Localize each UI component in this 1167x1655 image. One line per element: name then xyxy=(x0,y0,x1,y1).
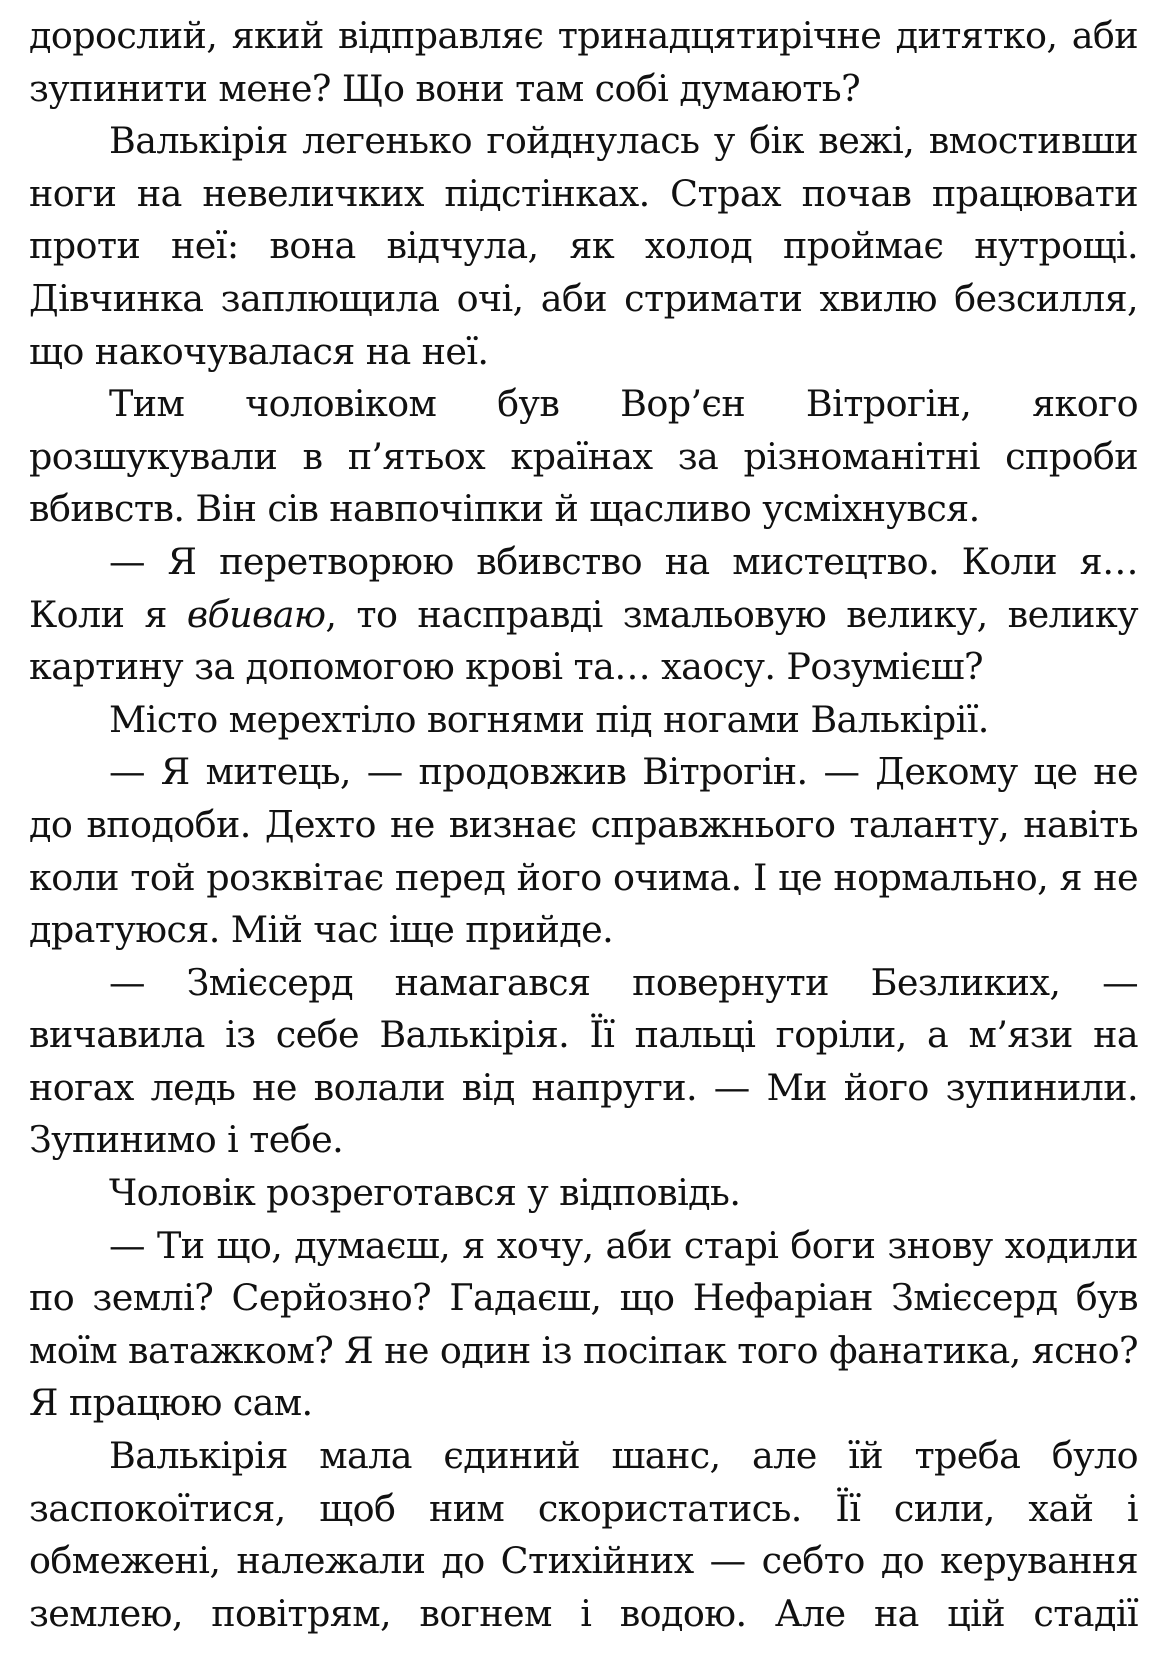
paragraph-7: — Змієсерд намагався повернути Безликих, — вичавила із себе Валькірія. Її пальці горіли, а м’язи на ногах ледь не волали від напруги. — Ми його зупинили. Зупинимо і тебе. xyxy=(29,960,1138,1162)
paragraph-4-start: — Я перетворюю вбивство на мистецтво. Коли я… Коли я xyxy=(29,539,1138,636)
paragraph-4-end: , то насправді змальовую велику, велику картину за допомогою крові та… хаосу. Розумієш? xyxy=(29,592,1138,689)
paragraph-10: Валькірія мала єдиний шанс, але їй треба було заспокоїтися, щоб ним скористатись. Її сили, хай і обмежені, належали до Стихійних — себто до керування землею, повітрям, вогнем і водою. Але на цій стадії xyxy=(29,1434,1138,1635)
paragraph-9: — Ти що, думаєш, я хочу, аби старі боги знову ходили по землі? Серйозно? Гадаєш, що Нефаріан Змієсерд був моїм ватажком? Я не один із посіпак того фанатика, ясно?Я працюю сам. xyxy=(29,1223,1138,1425)
paragraph-4 xyxy=(29,536,1138,694)
book-page xyxy=(29,10,1138,1640)
paragraph-6: — Я митець, — продовжив Вітрогін. — Декому це не до вподоби. Дехто не визнає справжнього таланту, навіть коли той розквітає перед його очима. І це нормально, я не дратуюся. Мій час іще прийде. xyxy=(29,750,1138,952)
paragraph-3: Тим чоловіком був Вор’єн Вітрогін, якого розшукували в п’ятьох країнах за різноманітні спроби вбивств. Він сів навпочіпки й щасливо усміхнувся. xyxy=(29,382,1138,531)
paragraph-8: Чоловік розреготався у відповідь. xyxy=(109,1171,741,1215)
paragraph-5: Місто мерехтіло вогнями під ногами Валькірії. xyxy=(109,697,989,741)
paragraph-2: Валькірія легенько гойднулась у бік вежі, вмостивши ноги на невеличких підстінках. Страх почав працювати проти неї: вона відчула, як холод проймає нутрощі. Дівчинка заплющила очі, аби стримати хвилю безсилля, що накочувалася на неї. xyxy=(29,119,1138,373)
paragraph-1: дорослий, який відправляє тринадцятирічне дитятко, аби зупинити мене? Що вони там собі думають? xyxy=(29,14,1138,110)
paragraph-4-emphasis: вбиваю xyxy=(186,592,326,636)
